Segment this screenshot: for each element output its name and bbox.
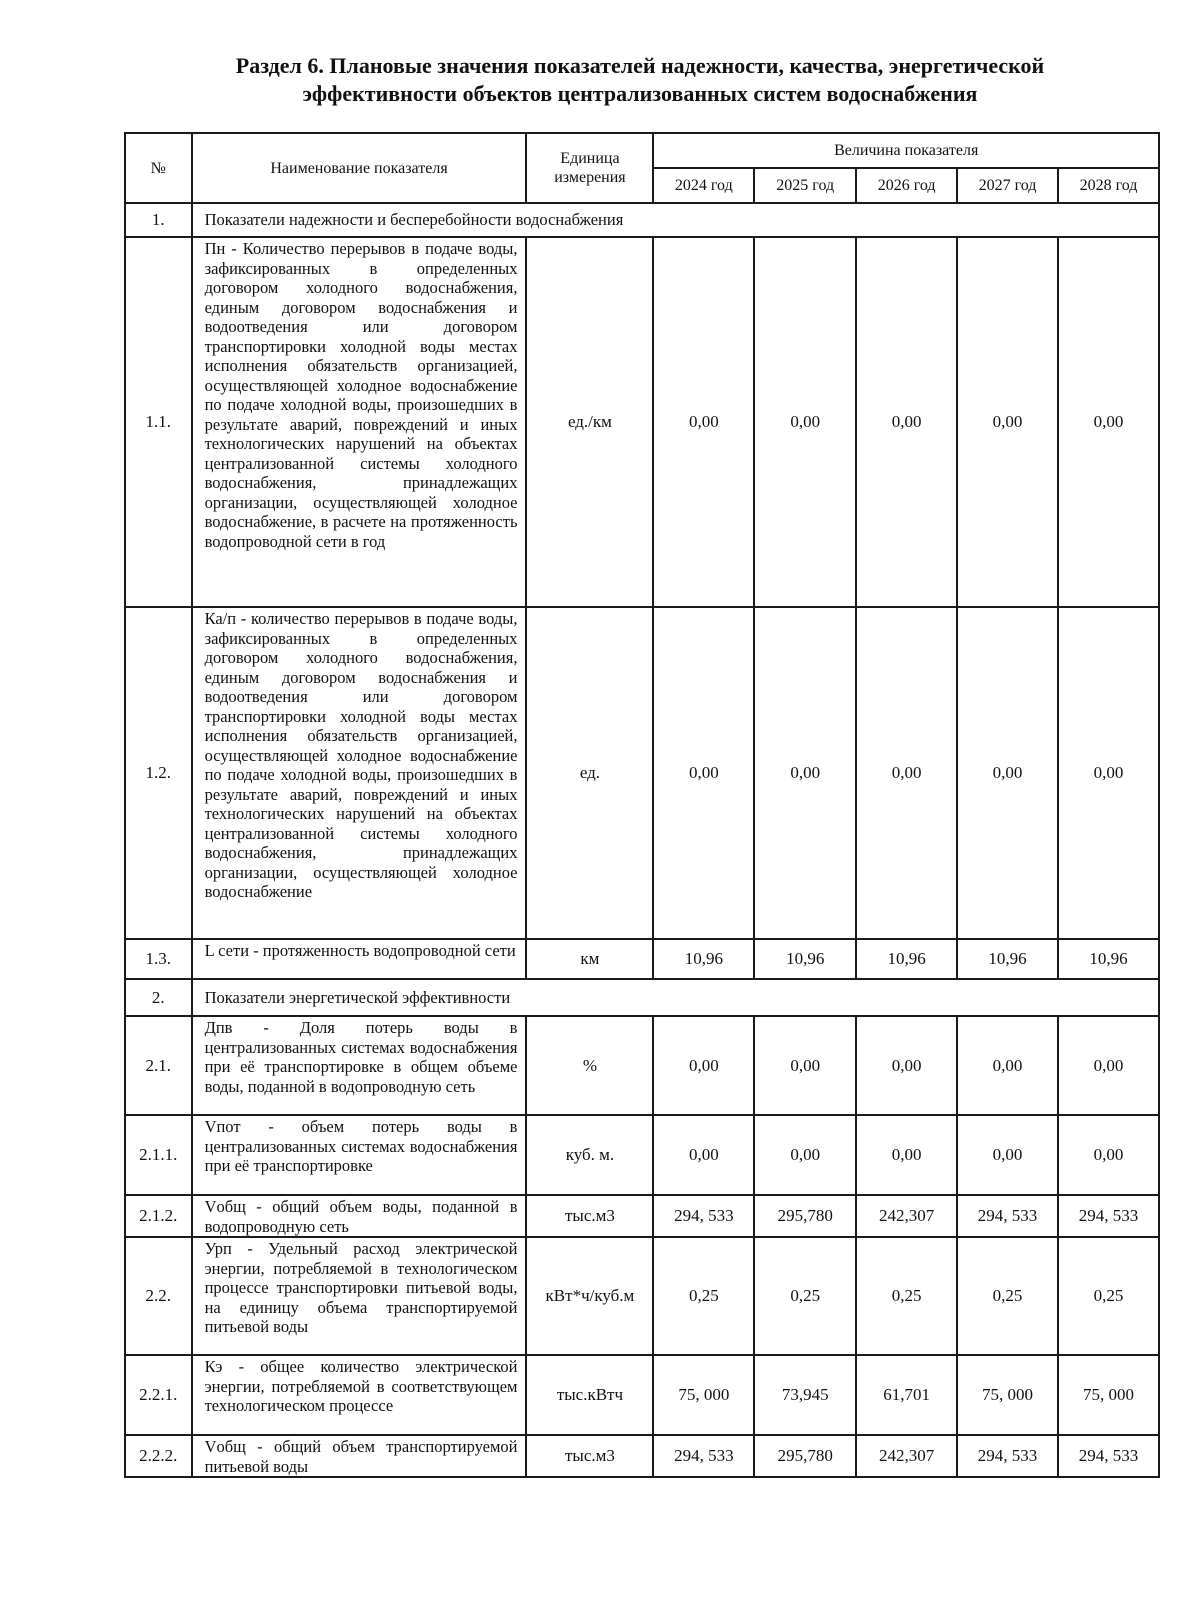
header-number: № (125, 133, 192, 203)
row-number: 2.2.1. (125, 1355, 192, 1435)
indicator-unit: тыс.м3 (526, 1195, 653, 1237)
indicator-name: Vпот - объем потерь воды в централизованных системах водоснабжения при её транспортировке (192, 1115, 527, 1195)
row-number: 1.3. (125, 939, 192, 979)
indicator-unit: % (526, 1016, 653, 1115)
table-row (125, 939, 1159, 979)
header-value-group: Величина показателя (653, 133, 1159, 168)
row-number: 1.2. (125, 607, 192, 939)
indicator-value: 0,25 (653, 1237, 754, 1355)
indicator-value: 75, 000 (653, 1355, 754, 1435)
indicator-name: Ка/п - количество перерывов в подаче воды, зафиксированных в определенных договором холодного водоснабжения, единым договором водоснабжения и водоотведения или договором транспортировки холодной воды местах исполнения обязательств организацией, осуществляющей холодное водоснабжение по подаче холодной воды, произошедших в результате аварий, повреждений и иных технологических нарушений на объектах централизованной системы холодного водоснабжения, принадлежащих организации, осуществляющей холодное водоснабжение (192, 607, 527, 939)
row-number: 2.2. (125, 1237, 192, 1355)
indicator-value: 0,00 (856, 607, 957, 939)
row-number: 1.1. (125, 237, 192, 607)
indicator-value: 0,25 (856, 1237, 957, 1355)
table-row (125, 1115, 1159, 1195)
section-row (125, 203, 1159, 237)
indicator-value: 294, 533 (1058, 1195, 1159, 1237)
indicator-value: 10,96 (957, 939, 1058, 979)
indicator-name: Урп - Удельный расход электрической энергии, потребляемой в технологическом процессе транспортировки питьевой воды, на единицу объема транспортируемой питьевой воды (192, 1237, 527, 1355)
header-name: Наименование показателя (192, 133, 527, 203)
section-title: Показатели энергетической эффективности (192, 979, 1159, 1016)
indicator-value: 10,96 (856, 939, 957, 979)
row-number: 2.2.2. (125, 1435, 192, 1477)
indicator-unit: куб. м. (526, 1115, 653, 1195)
indicator-value: 242,307 (856, 1195, 957, 1237)
indicator-value: 75, 000 (1058, 1355, 1159, 1435)
table-row (125, 1016, 1159, 1115)
indicator-value: 10,96 (653, 939, 754, 979)
table-row (125, 1435, 1159, 1477)
table-row (125, 1237, 1159, 1355)
indicator-name: L сети - протяженность водопроводной сети (192, 939, 527, 979)
indicator-name: Кэ - общее количество электрической энергии, потребляемой в соответствующем технологическом процессе (192, 1355, 527, 1435)
row-number: 2.1.1. (125, 1115, 192, 1195)
indicator-value: 0,00 (957, 237, 1058, 607)
indicator-value: 295,780 (754, 1195, 856, 1237)
indicator-value: 0,00 (957, 1115, 1058, 1195)
indicator-value: 0,00 (1058, 1115, 1159, 1195)
indicator-value: 0,00 (856, 237, 957, 607)
section-row (125, 979, 1159, 1016)
header-year: 2026 год (856, 168, 957, 203)
row-number: 2. (125, 979, 192, 1016)
header-unit: Единица измерения (526, 133, 653, 203)
indicator-value: 0,00 (1058, 237, 1159, 607)
header-year: 2024 год (653, 168, 754, 203)
indicator-unit: ед./км (526, 237, 653, 607)
header-year: 2027 год (957, 168, 1058, 203)
indicator-value: 0,00 (653, 1016, 754, 1115)
indicator-value: 0,00 (1058, 1016, 1159, 1115)
table-row (125, 237, 1159, 607)
header-year: 2028 год (1058, 168, 1159, 203)
row-number: 2.1. (125, 1016, 192, 1115)
indicator-value: 0,00 (653, 237, 754, 607)
section-title: Показатели надежности и бесперебойности водоснабжения (192, 203, 1159, 237)
indicator-value: 0,00 (957, 1016, 1058, 1115)
indicator-value: 295,780 (754, 1435, 856, 1477)
indicator-value: 0,00 (754, 237, 856, 607)
title-line-2: эффективности объектов централизованных систем водоснабжения (302, 81, 978, 106)
table-row (125, 607, 1159, 939)
indicator-value: 0,00 (653, 607, 754, 939)
table-row (125, 1195, 1159, 1237)
indicator-value: 0,00 (754, 1016, 856, 1115)
indicator-value: 0,25 (1058, 1237, 1159, 1355)
indicator-value: 0,25 (754, 1237, 856, 1355)
indicator-value: 0,25 (957, 1237, 1058, 1355)
indicator-value: 294, 533 (653, 1195, 754, 1237)
indicators-table (124, 132, 1160, 1478)
indicator-value: 10,96 (1058, 939, 1159, 979)
indicator-value: 0,00 (653, 1115, 754, 1195)
row-number: 1. (125, 203, 192, 237)
indicator-unit: км (526, 939, 653, 979)
indicator-value: 242,307 (856, 1435, 957, 1477)
indicator-unit: ед. (526, 607, 653, 939)
row-number: 2.1.2. (125, 1195, 192, 1237)
indicator-value: 0,00 (856, 1016, 957, 1115)
indicator-name: Пн - Количество перерывов в подаче воды, зафиксированных в определенных договором холодного водоснабжения, единым договором водоснабжения и водоотведения или договором транспортировки холодной воды местах исполнения обязательств организацией, осуществляющей холодное водоснабжение по подаче холодной воды, произошедших в результате аварий, повреждений и иных технологических нарушений на объектах централизованной системы холодного водоснабжения, принадлежащих организации, осуществляющей холодное водоснабжение, в расчете на протяженность водопроводной сети в год (192, 237, 527, 607)
indicator-name: Vобщ - общий объем транспортируемой питьевой воды (192, 1435, 527, 1477)
indicator-value: 0,00 (856, 1115, 957, 1195)
indicator-value: 294, 533 (957, 1435, 1058, 1477)
header-year: 2025 год (754, 168, 856, 203)
indicator-value: 75, 000 (957, 1355, 1058, 1435)
indicator-value: 0,00 (754, 1115, 856, 1195)
indicator-value: 0,00 (957, 607, 1058, 939)
table-row (125, 1355, 1159, 1435)
title-line-1: Раздел 6. Плановые значения показателей надежности, качества, энергетической (235, 53, 1045, 78)
indicator-value: 294, 533 (653, 1435, 754, 1477)
indicator-unit: кВт*ч/куб.м (526, 1237, 653, 1355)
indicator-value: 73,945 (754, 1355, 856, 1435)
indicator-name: Vобщ - общий объем воды, поданной в водопроводную сеть (192, 1195, 527, 1237)
indicator-value: 294, 533 (1058, 1435, 1159, 1477)
indicator-value: 294, 533 (957, 1195, 1058, 1237)
indicator-value: 10,96 (754, 939, 856, 979)
indicator-value: 61,701 (856, 1355, 957, 1435)
indicator-name: Дпв - Доля потерь воды в централизованных системах водоснабжения при её транспортировке в общем объеме воды, поданной в водопроводную сеть (192, 1016, 527, 1115)
indicator-unit: тыс.кВтч (526, 1355, 653, 1435)
indicator-value: 0,00 (1058, 607, 1159, 939)
indicator-value: 0,00 (754, 607, 856, 939)
indicator-unit: тыс.м3 (526, 1435, 653, 1477)
document-title (120, 52, 1160, 108)
